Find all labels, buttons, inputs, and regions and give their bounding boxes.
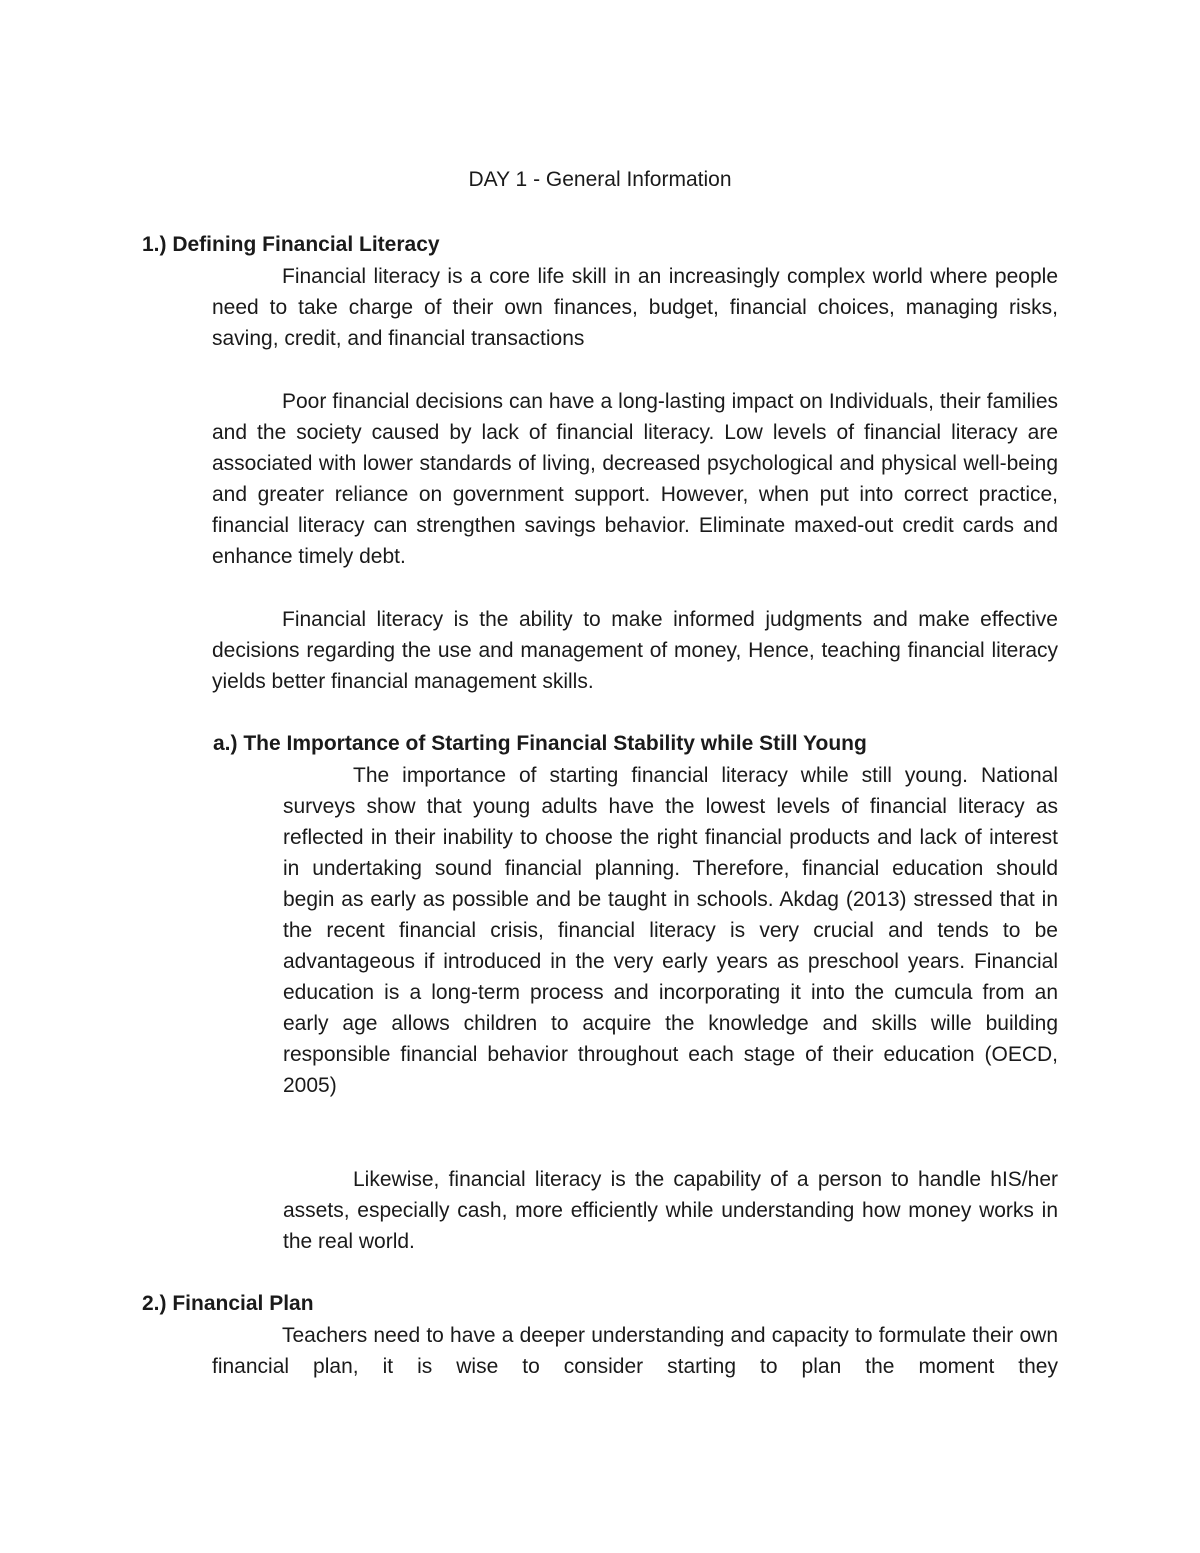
section-1-paragraph-3: Financial literacy is the ability to make informed judgments and make effective decisions regarding the use and management of money, Hence, teaching financial literacy yields better financial management skills. <box>212 608 1058 693</box>
subsection-a-paragraph-1: The importance of starting financial literacy while still young. National surveys show that young adults have the lowest levels of financial literacy as reflected in their inability to choose the right financial products and lack of interest in undertaking sound financial planning. Therefore, financial education should begin as early as possible and be taught in schools. Akdag (2013) stressed that in the recent financial crisis, financial literacy is very crucial and tends to be advantageous if introduced in the very early years as preschool years. Financial education is a long-term process and incorporating it into the cumcula from an early age allows children to acquire the knowledge and skills wille building responsible financial behavior throughout each stage of their education (OECD, 2005) <box>283 764 1058 1097</box>
subsection-a-heading: a.) The Importance of Starting Financial Stability while Still Young <box>213 732 867 755</box>
section-1-heading: 1.) Defining Financial Literacy <box>142 233 440 256</box>
section-1-paragraph-1: Financial literacy is a core life skill in an increasingly complex world where people need to take charge of their own finances, budget, financial choices, managing risks, saving, credit, and financial transactions <box>212 265 1058 350</box>
section-2-paragraph-1: Teachers need to have a deeper understanding and capacity to formulate their own financial plan, it is wise to consider starting to plan the moment they <box>212 1324 1058 1378</box>
section-1-paragraph-2: Poor financial decisions can have a long-lasting impact on Individuals, their families and the society caused by lack of financial literacy. Low levels of financial literacy are associated with lower standards of living, decreased psychological and physical well-being and greater reliance on government support. However, when put into correct practice, financial literacy can strengthen savings behavior. Eliminate maxed-out credit cards and enhance timely debt. <box>212 390 1058 568</box>
document-title: DAY 1 - General Information <box>468 168 732 191</box>
section-2-heading: 2.) Financial Plan <box>142 1292 314 1315</box>
subsection-a-paragraph-2: Likewise, financial literacy is the capability of a person to handle hIS/her assets, especially cash, more efficiently while understanding how money works in the real world. <box>283 1168 1058 1253</box>
